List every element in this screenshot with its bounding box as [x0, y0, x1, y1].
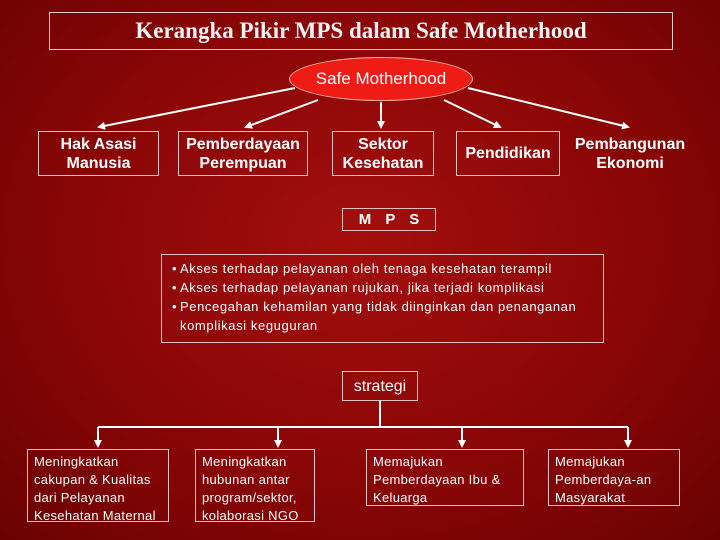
- mps-label: M P S: [342, 208, 436, 231]
- strategy-box-3: Memajukan Pemberdayaan Ibu & Keluarga: [366, 449, 524, 506]
- pillar-pembangunan-ekonomi: Pembangunan Ekonomi: [574, 136, 686, 172]
- pillar-hak-asasi: Hak Asasi Manusia: [38, 131, 159, 176]
- pillar-pendidikan: Pendidikan: [456, 131, 560, 176]
- arrow-hak-asasi: [99, 88, 295, 127]
- mps-point: • Pencegahan kehamilan yang tidak diinginkan dan penanganan komplikasi keguguran: [172, 299, 577, 333]
- strategy-box-1: Meningkatkan cakupan & Kualitas dari Pelayanan Kesehatan Maternal: [27, 449, 169, 522]
- mps-point: • Akses terhadap pelayanan rujukan, jika terjadi komplikasi: [172, 280, 545, 295]
- arrow-pemberdayaan: [246, 100, 318, 127]
- mps-point: • Akses terhadap pelayanan oleh tenaga kesehatan terampil: [172, 261, 552, 276]
- arrow-pembangunan: [468, 88, 628, 127]
- mps-points: [161, 254, 604, 343]
- safe-motherhood-node: Safe Motherhood: [289, 57, 473, 101]
- page-title: Kerangka Pikir MPS dalam Safe Motherhood: [49, 12, 673, 50]
- strategy-box-2: Meningkatkan hubunan antar program/sektor, kolaborasi NGO: [195, 449, 315, 522]
- pillar-sektor-kesehatan: Sektor Kesehatan: [332, 131, 434, 176]
- strategi-label: strategi: [342, 371, 418, 401]
- pillar-pemberdayaan: Pemberdayaan Perempuan: [178, 131, 308, 176]
- arrow-pendidikan: [444, 100, 500, 127]
- strategy-box-4: Memajukan Pemberdaya-an Masyarakat: [548, 449, 680, 506]
